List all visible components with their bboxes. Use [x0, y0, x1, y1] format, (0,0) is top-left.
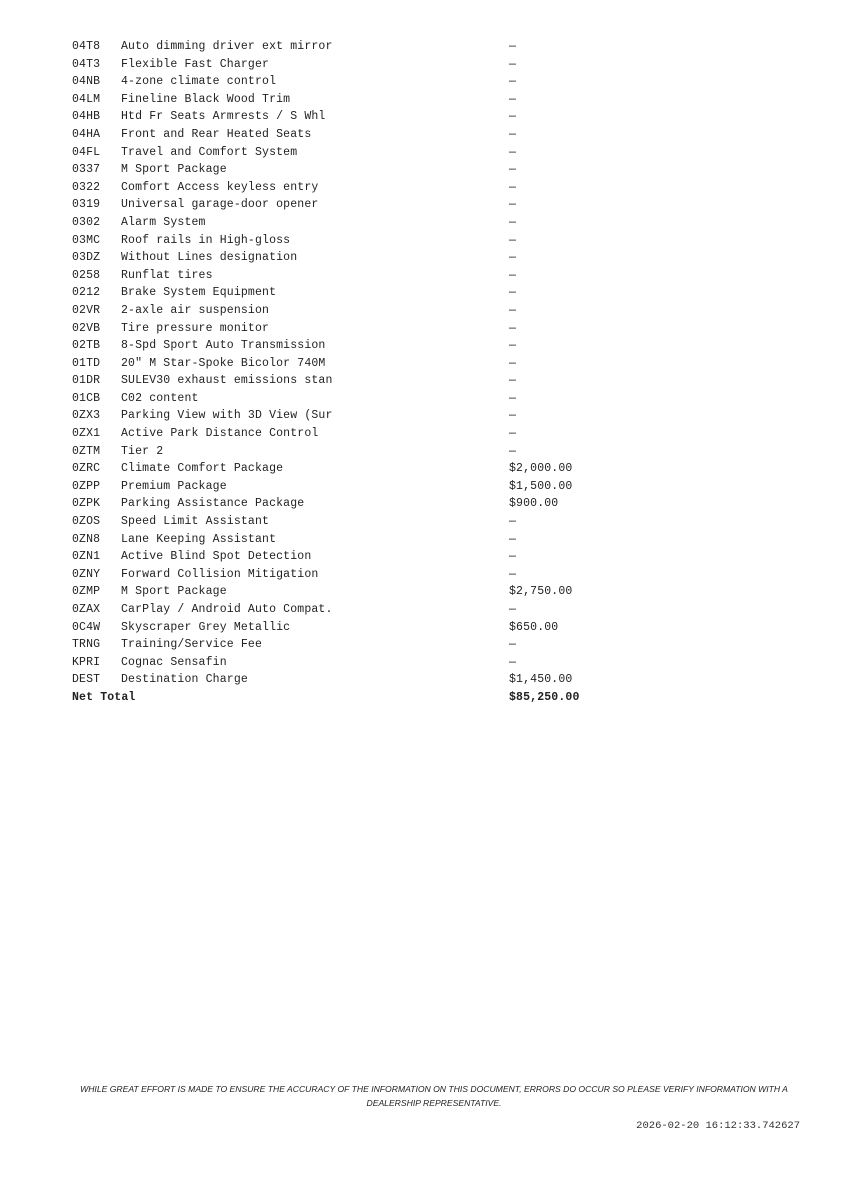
option-row [72, 355, 632, 373]
option-code: 02TB [72, 339, 101, 353]
option-price: — [509, 638, 517, 652]
option-price: — [509, 515, 517, 529]
option-row [72, 460, 632, 478]
option-code: 02VB [72, 321, 101, 335]
option-price: — [509, 532, 517, 546]
option-row [72, 56, 632, 74]
option-row [72, 636, 632, 654]
option-price: — [509, 40, 517, 53]
option-row [72, 407, 632, 425]
option-row [72, 619, 632, 637]
net-total-row [72, 689, 632, 707]
option-description: 4-zone climate control [121, 75, 277, 89]
option-price: — [509, 391, 517, 405]
option-row [72, 214, 632, 232]
option-price: — [509, 409, 517, 423]
option-row [72, 179, 632, 197]
option-price: — [509, 339, 517, 353]
option-code: 0212 [72, 286, 101, 300]
option-price: — [509, 251, 517, 265]
option-code: 0ZNY [72, 567, 101, 581]
option-code: 0C4W [72, 620, 101, 634]
option-row [72, 249, 632, 267]
option-code: 0ZN8 [72, 532, 101, 546]
option-row [72, 372, 632, 390]
option-price: — [509, 444, 517, 458]
option-description: M Sport Package [121, 163, 227, 177]
option-row [72, 601, 632, 619]
option-code: 02VR [72, 303, 101, 317]
net-total-value: $85,250.00 [509, 690, 580, 704]
option-description: Auto dimming driver ext mirror [121, 40, 333, 53]
option-price: — [509, 145, 517, 159]
option-description: Runflat tires [121, 268, 213, 282]
option-code: 04NB [72, 75, 101, 89]
option-row [72, 161, 632, 179]
option-code: 0319 [72, 198, 101, 212]
option-description: Without Lines designation [121, 251, 298, 265]
option-price: — [509, 286, 517, 300]
options-rows [72, 38, 632, 689]
option-row [72, 108, 632, 126]
option-code: 0258 [72, 268, 101, 282]
option-description: 8-Spd Sport Auto Transmission [121, 339, 326, 353]
option-price: — [509, 655, 517, 669]
option-price: $2,750.00 [509, 585, 573, 599]
option-code: TRNG [72, 638, 101, 652]
option-code: 0ZTM [72, 444, 101, 458]
option-description: Speed Limit Assistant [121, 515, 270, 529]
option-price: $650.00 [509, 620, 559, 634]
net-total-label: Net Total [72, 690, 136, 704]
option-price: — [509, 180, 517, 194]
option-code: 0ZAX [72, 603, 101, 616]
option-row [72, 38, 632, 56]
option-description: Training/Service Fee [121, 638, 263, 652]
option-row [72, 337, 632, 355]
option-code: 04LM [72, 92, 101, 106]
option-row [72, 654, 632, 672]
option-description: Premium Package [121, 479, 227, 493]
option-row [72, 513, 632, 531]
option-price: — [509, 303, 517, 317]
option-row [72, 425, 632, 443]
option-description: Cognac Sensafin [121, 655, 227, 669]
option-row [72, 73, 632, 91]
option-description: Roof rails in High-gloss [121, 233, 291, 247]
option-row [72, 566, 632, 584]
option-price: $900.00 [509, 497, 559, 511]
option-price: — [509, 603, 517, 616]
option-description: 20" M Star-Spoke Bicolor 740M [121, 356, 326, 370]
option-description: Tire pressure monitor [121, 321, 270, 335]
option-description: CarPlay / Android Auto Compat. [121, 603, 333, 616]
options-list [72, 38, 632, 707]
option-row [72, 302, 632, 320]
option-row [72, 320, 632, 338]
option-code: 0ZPK [72, 497, 101, 511]
option-row [72, 91, 632, 109]
option-description: Lane Keeping Assistant [121, 532, 277, 546]
option-description: C02 content [121, 391, 199, 405]
print-timestamp: 2026-02-20 16:12:33.742627 [636, 1120, 800, 1132]
option-description: Active Blind Spot Detection [121, 550, 312, 564]
option-description: Travel and Comfort System [121, 145, 298, 159]
option-code: 0ZOS [72, 515, 101, 529]
option-code: KPRI [72, 655, 101, 669]
option-price: — [509, 550, 517, 564]
option-code: 04HB [72, 110, 101, 124]
option-description: Fineline Black Wood Trim [121, 92, 291, 106]
option-description: Alarm System [121, 215, 206, 229]
option-price: $1,450.00 [509, 673, 573, 687]
option-row [72, 196, 632, 214]
option-description: Brake System Equipment [121, 286, 277, 300]
option-code: 01DR [72, 374, 101, 388]
option-row [72, 531, 632, 549]
option-description: 2-axle air suspension [121, 303, 270, 317]
option-description: M Sport Package [121, 585, 227, 599]
option-description: Universal garage-door opener [121, 198, 319, 212]
option-code: 04T8 [72, 40, 101, 53]
option-description: Comfort Access keyless entry [121, 180, 319, 194]
option-price: — [509, 92, 517, 106]
option-price: — [509, 215, 517, 229]
option-description: Skyscraper Grey Metallic [121, 620, 291, 634]
option-description: Destination Charge [121, 673, 248, 687]
option-row [72, 478, 632, 496]
option-code: 0337 [72, 163, 101, 177]
option-row [72, 126, 632, 144]
option-price: — [509, 110, 517, 124]
option-code: 04FL [72, 145, 101, 159]
option-row [72, 548, 632, 566]
option-code: 04HA [72, 127, 101, 141]
option-price: — [509, 163, 517, 177]
option-description: Tier 2 [121, 444, 164, 458]
option-row [72, 232, 632, 250]
option-price: — [509, 198, 517, 212]
option-code: 03DZ [72, 251, 101, 265]
option-price: — [509, 321, 517, 335]
option-code: 01CB [72, 391, 101, 405]
option-description: Parking View with 3D View (Sur [121, 409, 333, 423]
option-row [72, 671, 632, 689]
option-price: — [509, 427, 517, 441]
option-description: Front and Rear Heated Seats [121, 127, 312, 141]
option-code: 0ZX3 [72, 409, 101, 423]
option-row [72, 583, 632, 601]
option-code: 01TD [72, 356, 101, 370]
option-price: — [509, 75, 517, 89]
option-price: — [509, 233, 517, 247]
option-price: $2,000.00 [509, 462, 573, 476]
option-code: 0ZRC [72, 462, 101, 476]
option-description: Htd Fr Seats Armrests / S Whl [121, 110, 326, 124]
option-code: 0ZPP [72, 479, 101, 493]
option-row [72, 495, 632, 513]
option-code: 03MC [72, 233, 101, 247]
option-row [72, 284, 632, 302]
option-price: — [509, 127, 517, 141]
option-code: 0ZMP [72, 585, 101, 599]
option-code: 04T3 [72, 57, 101, 71]
option-description: Active Park Distance Control [121, 427, 319, 441]
option-price: — [509, 57, 517, 71]
option-description: SULEV30 exhaust emissions stan [121, 374, 333, 388]
option-price: — [509, 356, 517, 370]
option-price: $1,500.00 [509, 479, 573, 493]
option-code: 0322 [72, 180, 101, 194]
option-description: Flexible Fast Charger [121, 57, 270, 71]
option-row [72, 144, 632, 162]
option-code: 0302 [72, 215, 101, 229]
option-price: — [509, 374, 517, 388]
option-row [72, 443, 632, 461]
option-code: DEST [72, 673, 101, 687]
option-price: — [509, 268, 517, 282]
option-description: Forward Collision Mitigation [121, 567, 319, 581]
option-description: Climate Comfort Package [121, 462, 284, 476]
option-row [72, 390, 632, 408]
option-price: — [509, 567, 517, 581]
option-code: 0ZX1 [72, 427, 101, 441]
option-description: Parking Assistance Package [121, 497, 305, 511]
option-row [72, 267, 632, 285]
disclaimer-text: WHILE GREAT EFFORT IS MADE TO ENSURE THE ACCURACY OF THE INFORMATION ON THIS DOCUMENT, ERRORS DO OCCUR SO PLEASE VERIFY INFORMATION WITH A DEALERSHIP REPRESENTATIVE. [80, 1084, 788, 1108]
option-code: 0ZN1 [72, 550, 101, 564]
